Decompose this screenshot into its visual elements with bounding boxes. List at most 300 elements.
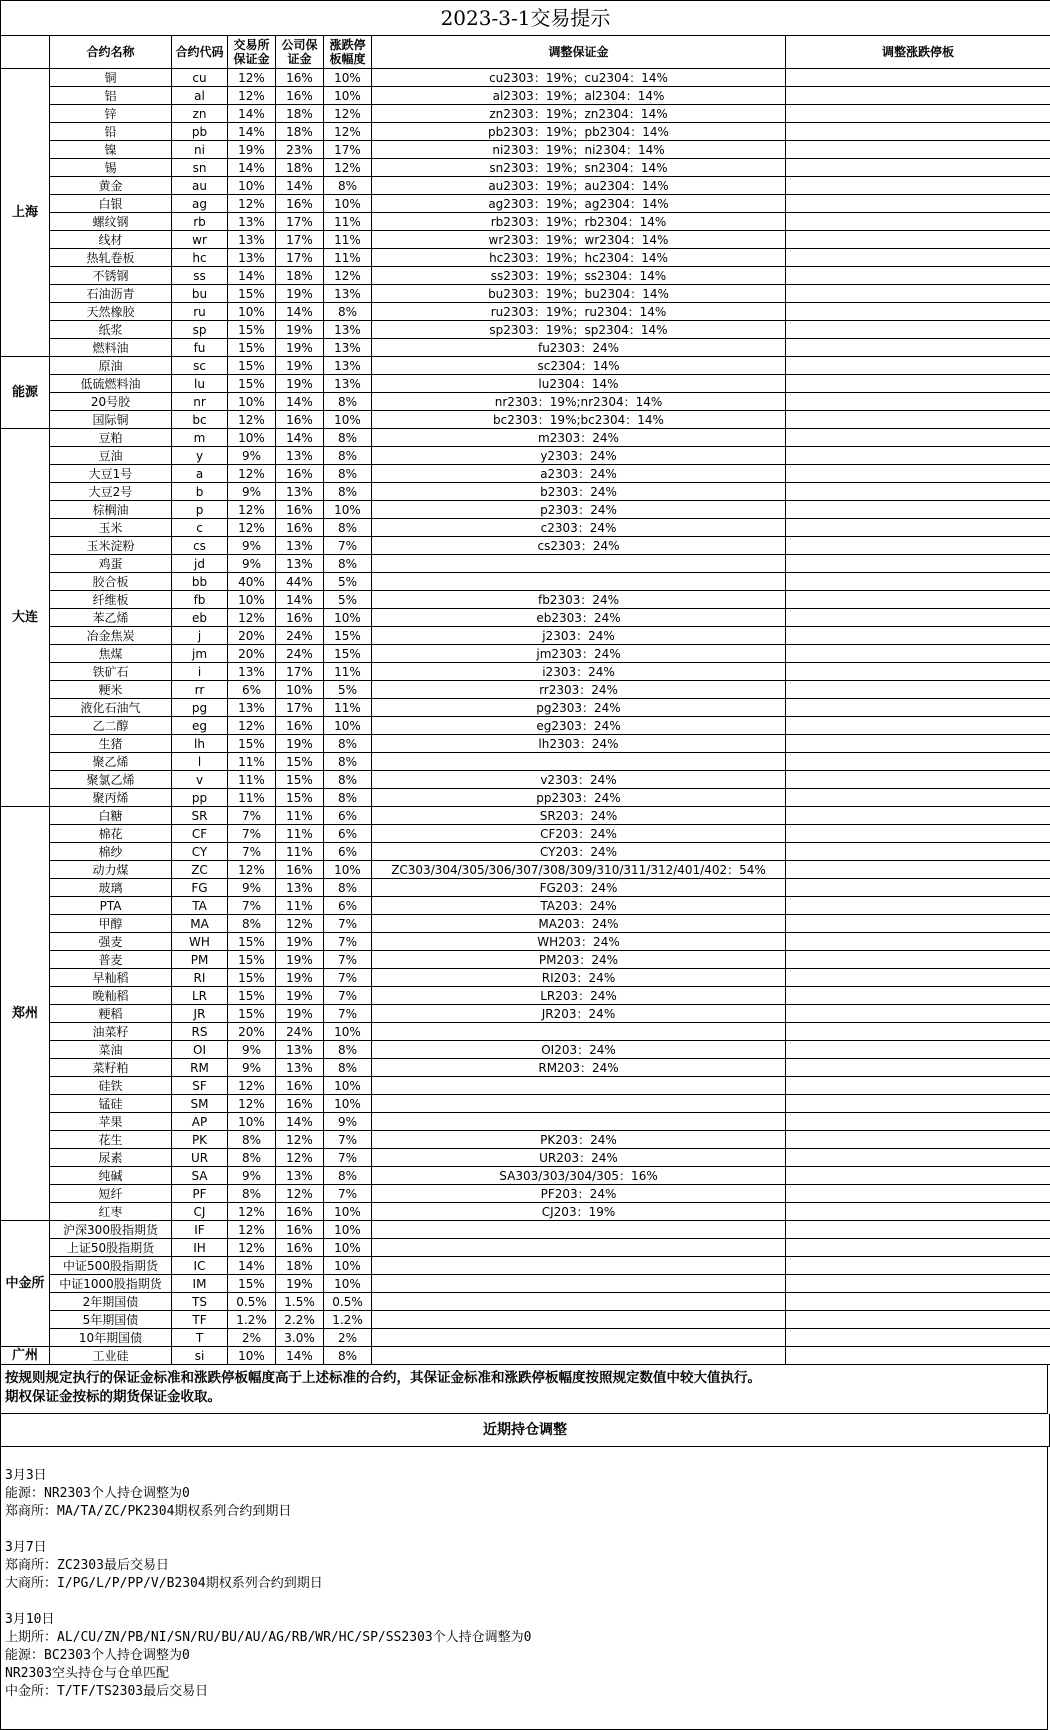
company-margin-cell: 18% — [276, 159, 324, 177]
contract-name-cell: 花生 — [50, 1131, 172, 1149]
company-margin-cell: 13% — [276, 447, 324, 465]
price-limit-cell: 6% — [324, 807, 372, 825]
company-margin-cell: 18% — [276, 123, 324, 141]
contract-name-cell: 鸡蛋 — [50, 555, 172, 573]
adjusted-margin-cell: m2303：24% — [372, 429, 786, 447]
contract-code-cell: PF — [172, 1185, 228, 1203]
price-limit-cell: 8% — [324, 879, 372, 897]
adjusted-limit-cell — [786, 1185, 1050, 1203]
adjusted-limit-cell — [786, 267, 1050, 285]
adjusted-margin-cell — [372, 1239, 786, 1257]
contract-name-cell: 工业硅 — [50, 1347, 172, 1365]
adjusted-limit-cell — [786, 393, 1050, 411]
adjusted-limit-cell — [786, 123, 1050, 141]
table-row — [1, 411, 1050, 429]
table-row — [1, 231, 1050, 249]
price-limit-cell: 6% — [324, 825, 372, 843]
table-row — [1, 447, 1050, 465]
contract-name-cell: 玻璃 — [50, 879, 172, 897]
table-row — [1, 699, 1050, 717]
contract-name-cell: 生猪 — [50, 735, 172, 753]
exchange-margin-cell: 7% — [228, 897, 276, 915]
adjusted-limit-cell — [786, 1095, 1050, 1113]
contract-code-cell: ss — [172, 267, 228, 285]
price-limit-cell: 13% — [324, 375, 372, 393]
adjusted-margin-cell: rr2303：24% — [372, 681, 786, 699]
adjusted-margin-cell: cs2303：24% — [372, 537, 786, 555]
adjusted-limit-cell — [786, 357, 1050, 375]
price-limit-cell: 11% — [324, 249, 372, 267]
contract-name-cell: 铝 — [50, 87, 172, 105]
adjusted-margin-cell: au2303：19%；au2304：14% — [372, 177, 786, 195]
price-limit-cell: 9% — [324, 1113, 372, 1131]
table-row — [1, 213, 1050, 231]
company-margin-cell: 13% — [276, 537, 324, 555]
contract-code-cell: pg — [172, 699, 228, 717]
contract-code-cell: bu — [172, 285, 228, 303]
adjusted-margin-cell: LR203：24% — [372, 987, 786, 1005]
adjusted-margin-cell: fb2303：24% — [372, 591, 786, 609]
contract-code-cell: CJ — [172, 1203, 228, 1221]
price-limit-cell: 11% — [324, 213, 372, 231]
company-margin-cell: 15% — [276, 753, 324, 771]
adjusted-limit-cell — [786, 681, 1050, 699]
contract-name-cell: 棉花 — [50, 825, 172, 843]
contract-code-cell: zn — [172, 105, 228, 123]
adjusted-limit-cell — [786, 555, 1050, 573]
contract-code-cell: cu — [172, 69, 228, 87]
table-row — [1, 429, 1050, 447]
adjusted-limit-cell — [786, 1005, 1050, 1023]
table-row — [1, 1221, 1050, 1239]
contract-code-cell: WH — [172, 933, 228, 951]
exchange-margin-cell: 10% — [228, 177, 276, 195]
company-margin-cell: 17% — [276, 663, 324, 681]
company-margin-cell: 14% — [276, 177, 324, 195]
company-margin-cell: 19% — [276, 321, 324, 339]
adjusted-margin-cell: fu2303：24% — [372, 339, 786, 357]
table-row — [1, 627, 1050, 645]
table-row — [1, 753, 1050, 771]
adjusted-limit-cell — [786, 195, 1050, 213]
company-margin-cell: 19% — [276, 1275, 324, 1293]
company-margin-cell: 11% — [276, 807, 324, 825]
company-margin-cell: 17% — [276, 231, 324, 249]
contract-name-cell: 沪深300股指期货 — [50, 1221, 172, 1239]
contract-name-cell: 纤维板 — [50, 591, 172, 609]
contract-name-cell: 强麦 — [50, 933, 172, 951]
contract-code-cell: FG — [172, 879, 228, 897]
table-row — [1, 303, 1050, 321]
exchange-margin-cell: 2% — [228, 1329, 276, 1347]
adjusted-margin-cell — [372, 1347, 786, 1365]
positions-body — [0, 1447, 1048, 1730]
company-margin-cell: 24% — [276, 645, 324, 663]
exchange-margin-cell: 12% — [228, 1203, 276, 1221]
exchange-margin-cell: 14% — [228, 159, 276, 177]
contract-code-cell: ZC — [172, 861, 228, 879]
contract-name-cell: 硅铁 — [50, 1077, 172, 1095]
adjusted-margin-cell — [372, 1095, 786, 1113]
contract-code-cell: RS — [172, 1023, 228, 1041]
table-row — [1, 879, 1050, 897]
adjusted-margin-cell: jm2303：24% — [372, 645, 786, 663]
price-limit-cell: 7% — [324, 933, 372, 951]
contract-name-cell: 油菜籽 — [50, 1023, 172, 1041]
adjusted-margin-cell — [372, 1329, 786, 1347]
adjusted-margin-cell — [372, 1257, 786, 1275]
adjusted-margin-cell: eg2303：24% — [372, 717, 786, 735]
price-limit-cell: 11% — [324, 663, 372, 681]
table-row — [1, 141, 1050, 159]
position-group — [5, 1467, 1043, 1521]
adjusted-margin-cell: zn2303：19%；zn2304：14% — [372, 105, 786, 123]
adjusted-margin-cell: lu2304：14% — [372, 375, 786, 393]
table-row — [1, 1311, 1050, 1329]
adjusted-margin-cell: nr2303：19%;nr2304：14% — [372, 393, 786, 411]
exchange-margin-cell: 8% — [228, 915, 276, 933]
adjusted-limit-cell — [786, 645, 1050, 663]
exchange-cell: 郑州 — [1, 807, 50, 1221]
table-row — [1, 573, 1050, 591]
price-limit-cell: 10% — [324, 501, 372, 519]
table-row — [1, 1239, 1050, 1257]
contract-name-cell: 黄金 — [50, 177, 172, 195]
table-row — [1, 159, 1050, 177]
table-row — [1, 1131, 1050, 1149]
price-limit-cell: 2% — [324, 1329, 372, 1347]
price-limit-cell: 7% — [324, 915, 372, 933]
exchange-margin-cell: 14% — [228, 1257, 276, 1275]
exchange-margin-cell: 15% — [228, 1275, 276, 1293]
header-contract-code: 合约代码 — [172, 36, 228, 69]
company-margin-cell: 12% — [276, 1149, 324, 1167]
table-row — [1, 69, 1050, 87]
exchange-margin-cell: 9% — [228, 1059, 276, 1077]
adjusted-margin-cell: i2303：24% — [372, 663, 786, 681]
table-row — [1, 393, 1050, 411]
table-row — [1, 681, 1050, 699]
company-margin-cell: 11% — [276, 843, 324, 861]
contract-code-cell: p — [172, 501, 228, 519]
price-limit-cell: 8% — [324, 303, 372, 321]
company-margin-cell: 17% — [276, 249, 324, 267]
adjusted-limit-cell — [786, 1293, 1050, 1311]
adjusted-limit-cell — [786, 87, 1050, 105]
contract-code-cell: UR — [172, 1149, 228, 1167]
contract-name-cell: 低硫燃料油 — [50, 375, 172, 393]
contract-name-cell: 国际铜 — [50, 411, 172, 429]
position-line: 郑商所：MA/TA/ZC/PK2304期权系列合约到期日 — [5, 1503, 1043, 1521]
exchange-margin-cell: 10% — [228, 1113, 276, 1131]
contract-name-cell: 豆粕 — [50, 429, 172, 447]
contract-code-cell: fb — [172, 591, 228, 609]
exchange-margin-cell: 15% — [228, 933, 276, 951]
company-margin-cell: 18% — [276, 267, 324, 285]
table-row — [1, 1041, 1050, 1059]
adjusted-margin-cell: sn2303：19%；sn2304：14% — [372, 159, 786, 177]
position-line: NR2303空头持仓与仓单匹配 — [5, 1665, 1043, 1683]
contract-name-cell: 锰硅 — [50, 1095, 172, 1113]
adjusted-margin-cell: OI203：24% — [372, 1041, 786, 1059]
company-margin-cell: 16% — [276, 1203, 324, 1221]
adjusted-limit-cell — [786, 573, 1050, 591]
exchange-margin-cell: 9% — [228, 879, 276, 897]
company-margin-cell: 15% — [276, 789, 324, 807]
price-limit-cell: 8% — [324, 1347, 372, 1365]
company-margin-cell: 13% — [276, 879, 324, 897]
adjusted-margin-cell: ni2303：19%；ni2304：14% — [372, 141, 786, 159]
position-line: 大商所：I/PG/L/P/PP/V/B2304期权系列合约到期日 — [5, 1575, 1043, 1593]
exchange-margin-cell: 15% — [228, 951, 276, 969]
table-row — [1, 1149, 1050, 1167]
adjusted-limit-cell — [786, 627, 1050, 645]
exchange-margin-cell: 7% — [228, 843, 276, 861]
price-limit-cell: 8% — [324, 789, 372, 807]
table-row — [1, 1059, 1050, 1077]
company-margin-cell: 18% — [276, 1257, 324, 1275]
exchange-margin-cell: 10% — [228, 429, 276, 447]
price-limit-cell: 10% — [324, 717, 372, 735]
company-margin-cell: 17% — [276, 699, 324, 717]
company-margin-cell: 19% — [276, 357, 324, 375]
company-margin-cell: 16% — [276, 465, 324, 483]
adjusted-margin-cell: ss2303：19%；ss2304：14% — [372, 267, 786, 285]
exchange-margin-cell: 10% — [228, 303, 276, 321]
contract-name-cell: 粳米 — [50, 681, 172, 699]
adjusted-margin-cell: RI203：24% — [372, 969, 786, 987]
contract-name-cell: 锡 — [50, 159, 172, 177]
adjusted-margin-cell: al2303：19%；al2304：14% — [372, 87, 786, 105]
exchange-margin-cell: 12% — [228, 1239, 276, 1257]
adjusted-margin-cell — [372, 1221, 786, 1239]
table-row — [1, 1023, 1050, 1041]
company-margin-cell: 11% — [276, 825, 324, 843]
adjusted-limit-cell — [786, 861, 1050, 879]
price-limit-cell: 10% — [324, 1275, 372, 1293]
company-margin-cell: 24% — [276, 627, 324, 645]
contract-code-cell: y — [172, 447, 228, 465]
price-limit-cell: 7% — [324, 1149, 372, 1167]
exchange-margin-cell: 10% — [228, 591, 276, 609]
adjusted-margin-cell: b2303：24% — [372, 483, 786, 501]
company-margin-cell: 14% — [276, 393, 324, 411]
table-row — [1, 1293, 1050, 1311]
company-margin-cell: 16% — [276, 87, 324, 105]
contract-code-cell: pb — [172, 123, 228, 141]
table-row — [1, 789, 1050, 807]
contract-name-cell: 聚氯乙烯 — [50, 771, 172, 789]
contract-name-cell: 纯碱 — [50, 1167, 172, 1185]
adjusted-margin-cell — [372, 1023, 786, 1041]
exchange-margin-cell: 8% — [228, 1131, 276, 1149]
price-limit-cell: 10% — [324, 1095, 372, 1113]
exchange-margin-cell: 11% — [228, 789, 276, 807]
price-limit-cell: 17% — [324, 141, 372, 159]
adjusted-margin-cell: TA203：24% — [372, 897, 786, 915]
exchange-margin-cell: 14% — [228, 105, 276, 123]
table-row — [1, 591, 1050, 609]
adjusted-margin-cell: RM203：24% — [372, 1059, 786, 1077]
company-margin-cell: 19% — [276, 339, 324, 357]
header-exchange — [1, 36, 50, 69]
price-limit-cell: 8% — [324, 465, 372, 483]
contract-name-cell: 豆油 — [50, 447, 172, 465]
adjusted-margin-cell: lh2303：24% — [372, 735, 786, 753]
adjusted-margin-cell: WH203：24% — [372, 933, 786, 951]
exchange-margin-cell: 9% — [228, 447, 276, 465]
adjusted-limit-cell — [786, 1113, 1050, 1131]
note-line: 按规则规定执行的保证金标准和涨跌停板幅度高于上述标准的合约，其保证金标准和涨跌停板幅度按照规定数值中较大值执行。 — [5, 1369, 1043, 1388]
contract-code-cell: PK — [172, 1131, 228, 1149]
exchange-margin-cell: 13% — [228, 699, 276, 717]
table-row — [1, 483, 1050, 501]
contract-name-cell: 中证1000股指期货 — [50, 1275, 172, 1293]
page-title: 2023-3-1交易提示 — [1, 1, 1050, 36]
adjusted-limit-cell — [786, 375, 1050, 393]
adjusted-margin-cell — [372, 1275, 786, 1293]
price-limit-cell: 10% — [324, 1203, 372, 1221]
table-row — [1, 321, 1050, 339]
adjusted-limit-cell — [786, 213, 1050, 231]
contract-name-cell: 胶合板 — [50, 573, 172, 591]
price-limit-cell: 10% — [324, 609, 372, 627]
adjusted-limit-cell — [786, 537, 1050, 555]
price-limit-cell: 11% — [324, 699, 372, 717]
exchange-margin-cell: 12% — [228, 87, 276, 105]
company-margin-cell: 15% — [276, 771, 324, 789]
company-margin-cell: 18% — [276, 105, 324, 123]
adjusted-margin-cell — [372, 555, 786, 573]
company-margin-cell: 16% — [276, 609, 324, 627]
adjusted-margin-cell: PF203：24% — [372, 1185, 786, 1203]
exchange-margin-cell: 12% — [228, 1221, 276, 1239]
contract-name-cell: 10年期国债 — [50, 1329, 172, 1347]
exchange-margin-cell: 10% — [228, 393, 276, 411]
contract-code-cell: jd — [172, 555, 228, 573]
exchange-margin-cell: 15% — [228, 735, 276, 753]
adjusted-limit-cell — [786, 1023, 1050, 1041]
exchange-margin-cell: 15% — [228, 321, 276, 339]
price-limit-cell: 15% — [324, 627, 372, 645]
adjusted-margin-cell: p2303：24% — [372, 501, 786, 519]
contract-code-cell: CY — [172, 843, 228, 861]
exchange-margin-cell: 40% — [228, 573, 276, 591]
table-row — [1, 915, 1050, 933]
contract-code-cell: IM — [172, 1275, 228, 1293]
exchange-margin-cell: 15% — [228, 987, 276, 1005]
company-margin-cell: 19% — [276, 1005, 324, 1023]
contract-name-cell: 螺纹钢 — [50, 213, 172, 231]
contract-code-cell: bc — [172, 411, 228, 429]
exchange-margin-cell: 12% — [228, 501, 276, 519]
contract-code-cell: RI — [172, 969, 228, 987]
company-margin-cell: 2.2% — [276, 1311, 324, 1329]
price-limit-cell: 8% — [324, 753, 372, 771]
exchange-margin-cell: 9% — [228, 537, 276, 555]
contract-name-cell: 玉米淀粉 — [50, 537, 172, 555]
adjusted-limit-cell — [786, 699, 1050, 717]
header-adjusted-margin: 调整保证金 — [372, 36, 786, 69]
company-margin-cell: 12% — [276, 1185, 324, 1203]
company-margin-cell: 19% — [276, 987, 324, 1005]
price-limit-cell: 10% — [324, 1257, 372, 1275]
company-margin-cell: 16% — [276, 1221, 324, 1239]
price-limit-cell: 11% — [324, 231, 372, 249]
contract-code-cell: cs — [172, 537, 228, 555]
table-row — [1, 897, 1050, 915]
exchange-margin-cell: 9% — [228, 483, 276, 501]
exchange-margin-cell: 13% — [228, 231, 276, 249]
company-margin-cell: 16% — [276, 411, 324, 429]
price-limit-cell: 10% — [324, 1077, 372, 1095]
contract-name-cell: 早籼稻 — [50, 969, 172, 987]
company-margin-cell: 19% — [276, 951, 324, 969]
contract-name-cell: 苹果 — [50, 1113, 172, 1131]
company-margin-cell: 10% — [276, 681, 324, 699]
contract-name-cell: 锌 — [50, 105, 172, 123]
price-limit-cell: 8% — [324, 483, 372, 501]
contract-name-cell: 大豆1号 — [50, 465, 172, 483]
header-exchange-margin: 交易所保证金 — [228, 36, 276, 69]
adjusted-limit-cell — [786, 177, 1050, 195]
adjusted-margin-cell: y2303：24% — [372, 447, 786, 465]
adjusted-margin-cell: sp2303：19%；sp2304：14% — [372, 321, 786, 339]
adjusted-margin-cell: SR203：24% — [372, 807, 786, 825]
company-margin-cell: 16% — [276, 717, 324, 735]
adjusted-limit-cell — [786, 753, 1050, 771]
exchange-margin-cell: 7% — [228, 825, 276, 843]
table-row — [1, 555, 1050, 573]
table-row — [1, 105, 1050, 123]
price-limit-cell: 10% — [324, 411, 372, 429]
contract-code-cell: T — [172, 1329, 228, 1347]
exchange-margin-cell: 12% — [228, 861, 276, 879]
adjusted-limit-cell — [786, 231, 1050, 249]
positions-title: 近期持仓调整 — [0, 1414, 1050, 1447]
exchange-margin-cell: 1.2% — [228, 1311, 276, 1329]
company-margin-cell: 19% — [276, 933, 324, 951]
exchange-margin-cell: 13% — [228, 213, 276, 231]
adjusted-limit-cell — [786, 591, 1050, 609]
table-row — [1, 465, 1050, 483]
exchange-cell: 中金所 — [1, 1221, 50, 1347]
exchange-margin-cell: 14% — [228, 123, 276, 141]
price-limit-cell: 7% — [324, 1185, 372, 1203]
contract-code-cell: ag — [172, 195, 228, 213]
adjusted-margin-cell: wr2303：19%；wr2304：14% — [372, 231, 786, 249]
company-margin-cell: 13% — [276, 1059, 324, 1077]
contract-name-cell: 中证500股指期货 — [50, 1257, 172, 1275]
table-row — [1, 519, 1050, 537]
company-margin-cell: 16% — [276, 1239, 324, 1257]
contract-name-cell: 石油沥青 — [50, 285, 172, 303]
adjusted-margin-cell — [372, 1293, 786, 1311]
company-margin-cell: 12% — [276, 915, 324, 933]
adjusted-limit-cell — [786, 735, 1050, 753]
adjusted-limit-cell — [786, 249, 1050, 267]
position-line: 中金所：T/TF/TS2303最后交易日 — [5, 1683, 1043, 1701]
contract-code-cell: TF — [172, 1311, 228, 1329]
adjusted-limit-cell — [786, 411, 1050, 429]
adjusted-limit-cell — [786, 483, 1050, 501]
table-row — [1, 357, 1050, 375]
position-line: 能源：NR2303个人持仓调整为0 — [5, 1485, 1043, 1503]
table-row — [1, 987, 1050, 1005]
adjusted-margin-cell — [372, 573, 786, 591]
table-row — [1, 501, 1050, 519]
adjusted-limit-cell — [786, 321, 1050, 339]
